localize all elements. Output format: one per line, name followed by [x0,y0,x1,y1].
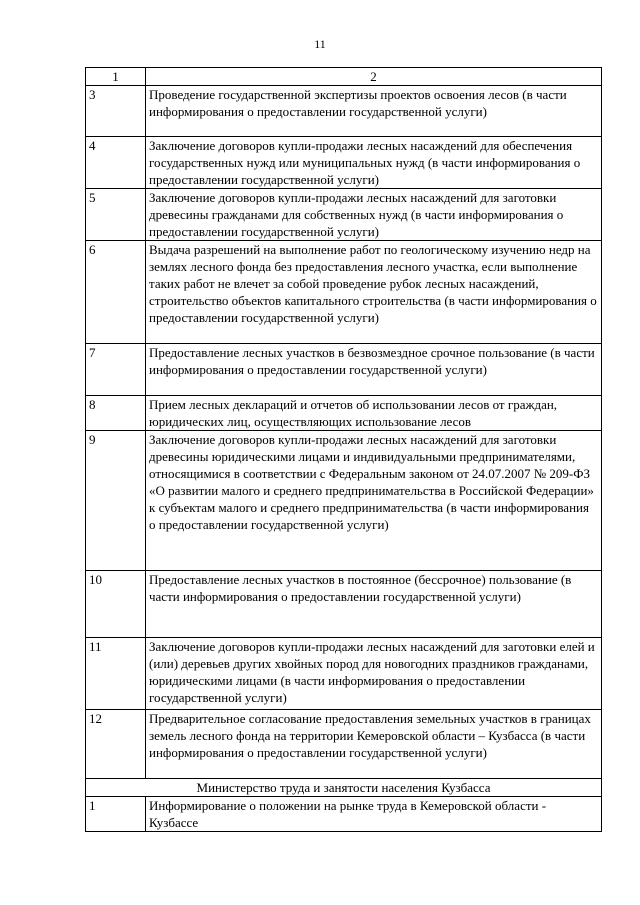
table-row [86,797,602,832]
table-row [86,344,602,396]
table-row [86,86,602,137]
row-number: 5 [86,189,146,241]
row-text: Информирование о положении на рынке труда в Кемеровской области - Кузбассе [146,797,602,832]
header-col-2: 2 [146,68,602,86]
row-text: Заключение договоров купли-продажи лесных насаждений для обеспечения государственных нужд или муниципальных нужд (в части информирования о предоставлении государственной услуги) [146,137,602,189]
table-row [86,241,602,344]
row-text: Заключение договоров купли-продажи лесных насаждений для заготовки елей и (или) деревьев других хвойных пород для новогодних праздников гражданами, юридическими лицами (в части информирования о предоставлении государственной услуги) [146,638,602,710]
row-number: 12 [86,710,146,779]
row-number: 10 [86,571,146,638]
row-number: 9 [86,431,146,571]
row-text: Предварительное согласование предоставления земельных участков в границах земель лесного фонда на территории Кемеровской области – Кузбасса (в части информирования о предоставлении государственной услуги) [146,710,602,779]
table-header-row [86,68,602,86]
table-row [86,189,602,241]
table-row [86,431,602,571]
row-text: Проведение государственной экспертизы проектов освоения лесов (в части информирования о предоставлении государственной услуги) [146,86,602,137]
row-text: Выдача разрешений на выполнение работ по геологическому изучению недр на землях лесного фонда без предоставления лесного участка, если выполнение таких работ не влечет за собой проведение рубок лесных насаждений, строительство объектов капитального строительства (в части информирования о предоставлении государственной услуги) [146,241,602,344]
table-row [86,571,602,638]
row-text: Предоставление лесных участков в постоянное (бессрочное) пользование (в части информирования о предоставлении государственной услуги) [146,571,602,638]
table-row [86,137,602,189]
page-number: 11 [314,37,326,51]
row-number: 6 [86,241,146,344]
row-number: 7 [86,344,146,396]
row-number: 3 [86,86,146,137]
table-row [86,710,602,779]
row-number: 1 [86,797,146,832]
row-text: Прием лесных деклараций и отчетов об использовании лесов от граждан, юридических лиц, осуществляющих использование лесов [146,396,602,431]
table-row [86,396,602,431]
header-col-1: 1 [86,68,146,86]
services-table [85,67,602,832]
row-text: Заключение договоров купли-продажи лесных насаждений для заготовки древесины юридическими лицами и индивидуальными предпринимателями, относящимися в соответствии с Федеральным законом от 24.07.2007 № 209-ФЗ «О развитии малого и среднего предпринимательства в Российской Федерации» к субъектам малого и среднего предпринимательства (в части информирования о предоставлении государственной услуги) [146,431,602,571]
row-number: 11 [86,638,146,710]
row-text: Заключение договоров купли-продажи лесных насаждений для заготовки древесины гражданами для собственных нужд (в части информирования о предоставлении государственной услуги) [146,189,602,241]
row-number: 4 [86,137,146,189]
section-title-row [86,779,602,797]
row-number: 8 [86,396,146,431]
table-row [86,638,602,710]
section-title: Министерство труда и занятости населения Кузбасса [86,779,602,797]
row-text: Предоставление лесных участков в безвозмездное срочное пользование (в части информирования о предоставлении государственной услуги) [146,344,602,396]
